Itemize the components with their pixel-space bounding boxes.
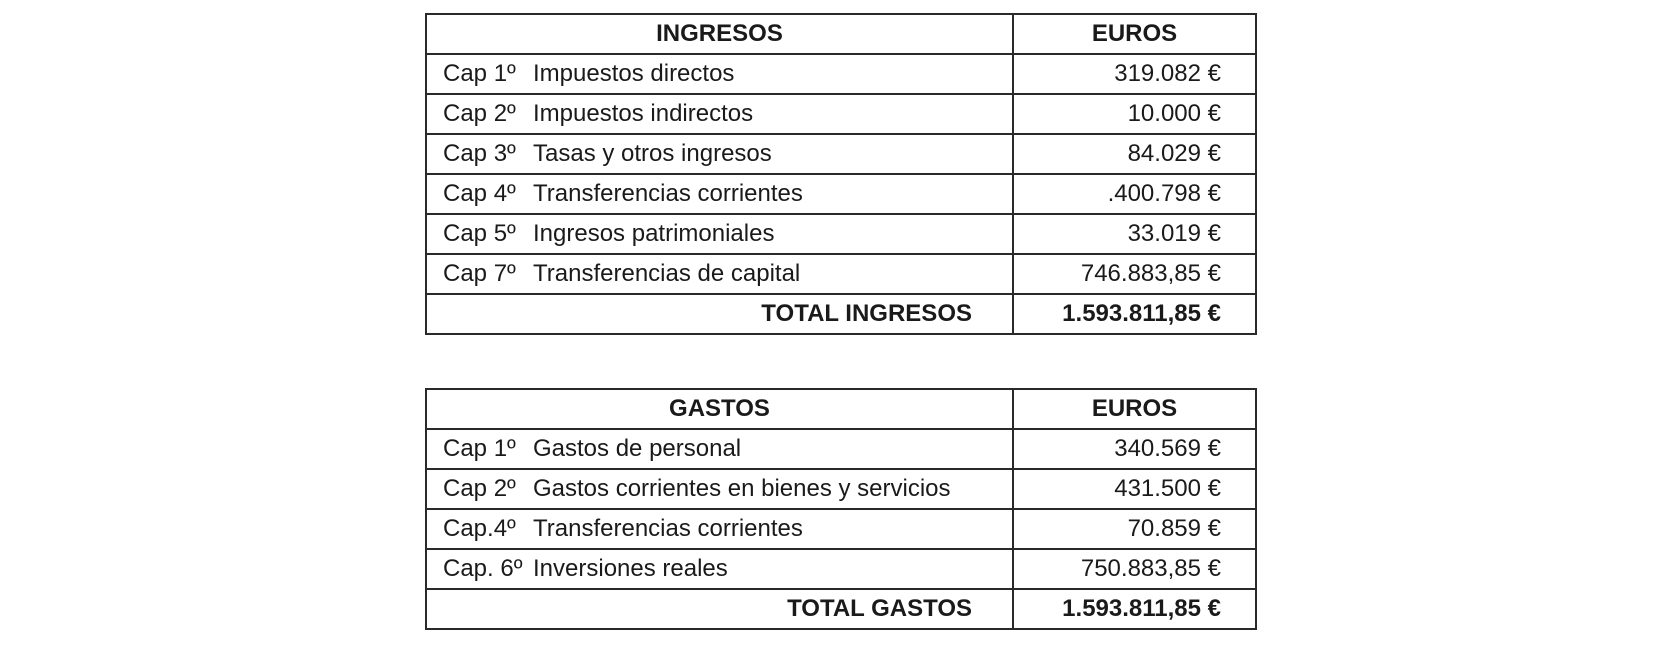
- amount-cell: 84.029 €: [1013, 134, 1256, 174]
- chapter-code: Cap 2º: [443, 100, 516, 127]
- concept-label: Transferencias corrientes: [533, 515, 803, 542]
- concept-label: Impuestos directos: [533, 60, 735, 87]
- table-row: [426, 134, 1256, 174]
- table-row: [426, 54, 1256, 94]
- amount-cell: 750.883,85 €: [1013, 549, 1256, 589]
- concept-label: Gastos corrientes en bienes y servicios: [533, 475, 951, 502]
- concept-cell: [426, 174, 1013, 214]
- table-row: [426, 94, 1256, 134]
- total-ingresos-label: TOTAL INGRESOS: [426, 294, 1013, 334]
- chapter-code: Cap 3º: [443, 140, 516, 167]
- euros-header: EUROS: [1013, 14, 1256, 54]
- chapter-code: Cap. 6º: [443, 555, 523, 582]
- chapter-code: Cap 1º: [443, 435, 516, 462]
- total-row: [426, 589, 1256, 629]
- concept-cell: [426, 509, 1013, 549]
- concept-cell: [426, 254, 1013, 294]
- concept-cell: [426, 94, 1013, 134]
- concept-cell: [426, 54, 1013, 94]
- amount-cell: 33.019 €: [1013, 214, 1256, 254]
- amount-cell: .400.798 €: [1013, 174, 1256, 214]
- concept-cell: [426, 134, 1013, 174]
- table-header-row: [426, 14, 1256, 54]
- ingresos-table: [425, 13, 1257, 335]
- chapter-code: Cap 1º: [443, 60, 516, 87]
- concept-label: Ingresos patrimoniales: [533, 220, 775, 247]
- amount-cell: 746.883,85 €: [1013, 254, 1256, 294]
- concept-label: Transferencias corrientes: [533, 180, 803, 207]
- table-row: [426, 469, 1256, 509]
- concept-cell: [426, 214, 1013, 254]
- total-ingresos-amount: 1.593.811,85 €: [1013, 294, 1256, 334]
- concept-label: Transferencias de capital: [533, 260, 801, 287]
- table-header-row: [426, 389, 1256, 429]
- chapter-code: Cap 2º: [443, 475, 516, 502]
- table-row: [426, 509, 1256, 549]
- amount-cell: 70.859 €: [1013, 509, 1256, 549]
- concept-label: Impuestos indirectos: [533, 100, 754, 127]
- chapter-code: Cap 7º: [443, 260, 516, 287]
- chapter-code: Cap 5º: [443, 220, 516, 247]
- table-row: [426, 549, 1256, 589]
- chapter-code: Cap.4º: [443, 515, 516, 542]
- concept-cell: [426, 429, 1013, 469]
- euros-header: EUROS: [1013, 389, 1256, 429]
- amount-cell: 340.569 €: [1013, 429, 1256, 469]
- chapter-code: Cap 4º: [443, 180, 516, 207]
- gastos-header: GASTOS: [426, 389, 1013, 429]
- amount-cell: 10.000 €: [1013, 94, 1256, 134]
- ingresos-header: INGRESOS: [426, 14, 1013, 54]
- total-gastos-amount: 1.593.811,85 €: [1013, 589, 1256, 629]
- concept-cell: [426, 549, 1013, 589]
- table-row: [426, 214, 1256, 254]
- total-row: [426, 294, 1256, 334]
- concept-cell: [426, 469, 1013, 509]
- amount-cell: 319.082 €: [1013, 54, 1256, 94]
- amount-cell: 431.500 €: [1013, 469, 1256, 509]
- table-row: [426, 174, 1256, 214]
- table-row: [426, 429, 1256, 469]
- total-gastos-label: TOTAL GASTOS: [426, 589, 1013, 629]
- concept-label: Gastos de personal: [533, 435, 742, 462]
- gastos-table: [425, 388, 1257, 630]
- concept-label: Inversiones reales: [533, 555, 728, 582]
- table-row: [426, 254, 1256, 294]
- concept-label: Tasas y otros ingresos: [533, 140, 772, 167]
